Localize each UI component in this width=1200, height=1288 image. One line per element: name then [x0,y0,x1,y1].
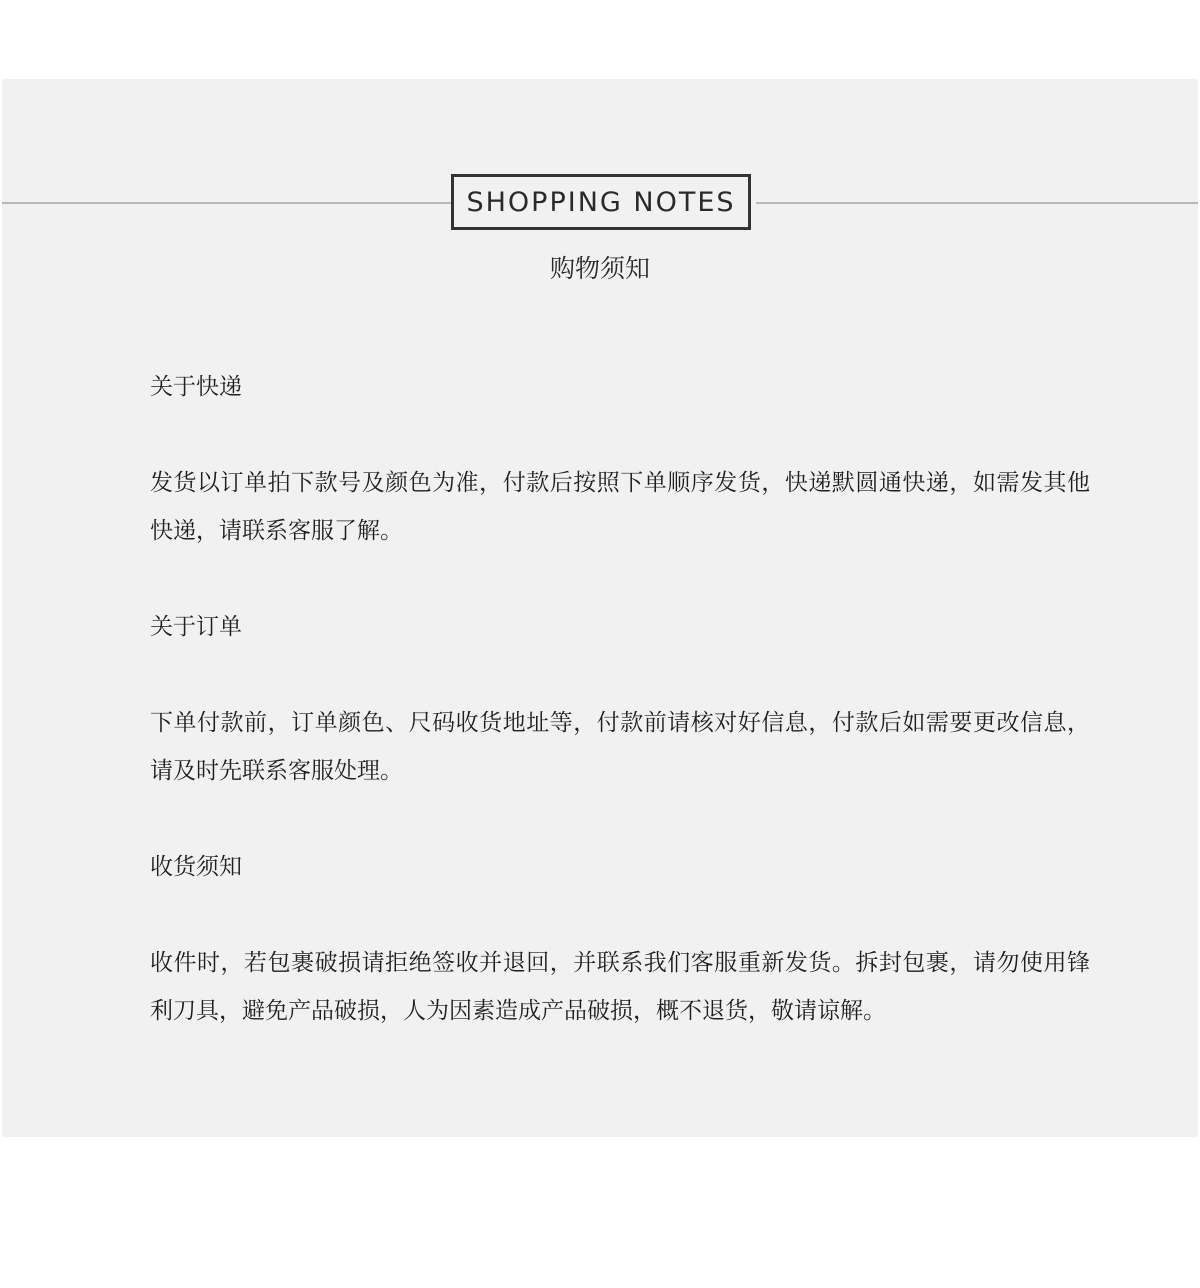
title-box [451,174,751,230]
section-body: 下单付款前，订单颜色、尺码收货地址等，付款前请核对好信息，付款后如需要更改信息，请及时先联系客服处理。 [150,710,1090,784]
section-heading: 关于快递 [150,374,242,400]
section-body: 发货以订单拍下款号及颜色为准，付款后按照下单顺序发货，快递默圆通快递，如需发其他快递，请联系客服了解。 [150,470,1090,544]
section-body: 收件时，若包裹破损请拒绝签收并退回，并联系我们客服重新发货。拆封包裹，请勿使用锋利刀具，避免产品破损，人为因素造成产品破损，概不退货，敬请谅解。 [150,950,1090,1024]
section-heading: 收货须知 [150,854,242,880]
section-heading: 关于订单 [150,614,242,640]
section-receiving [150,843,1090,1035]
section-order [150,603,1090,795]
notes-panel [2,79,1198,1137]
header-divider-right [756,202,1198,204]
header-divider-left [2,202,452,204]
page-title-zh: 购物须知 [549,254,650,283]
section-shipping [150,363,1090,555]
page-title-en: SHOPPING NOTES [466,186,736,218]
notes-content [150,363,1090,1083]
